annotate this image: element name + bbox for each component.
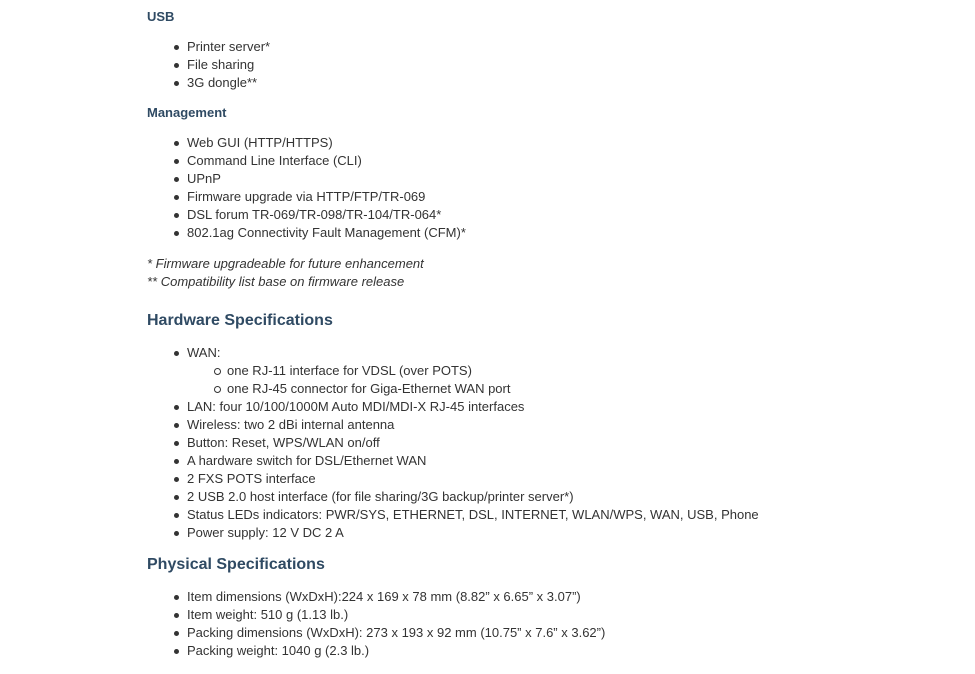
list-item: 3G dongle** bbox=[187, 74, 270, 92]
list-item: Packing dimensions (WxDxH): 273 x 193 x 92 mm (10.75” x 7.6” x 3.62”) bbox=[187, 624, 947, 642]
list-item: Item weight: 510 g (1.13 lb.) bbox=[187, 606, 947, 624]
usb-list bbox=[147, 38, 270, 92]
management-heading: Management bbox=[147, 105, 227, 120]
list-item-wan bbox=[187, 344, 947, 398]
list-item: Button: Reset, WPS/WLAN on/off bbox=[187, 434, 947, 452]
wan-label: WAN: bbox=[187, 345, 221, 360]
compatibility-note: ** Compatibility list base on firmware release bbox=[147, 274, 405, 289]
list-item: Power supply: 12 V DC 2 A bbox=[187, 524, 947, 542]
list-item: Item dimensions (WxDxH):224 x 169 x 78 mm (8.82” x 6.65” x 3.07”) bbox=[187, 588, 947, 606]
list-item: Wireless: two 2 dBi internal antenna bbox=[187, 416, 947, 434]
physical-list bbox=[147, 588, 947, 660]
list-item: Firmware upgrade via HTTP/FTP/TR-069 bbox=[187, 188, 466, 206]
sub-list-item: one RJ-45 connector for Giga-Ethernet WAN port bbox=[227, 380, 947, 398]
physical-heading: Physical Specifications bbox=[147, 556, 325, 573]
list-item: A hardware switch for DSL/Ethernet WAN bbox=[187, 452, 947, 470]
list-item: UPnP bbox=[187, 170, 466, 188]
firmware-note: * Firmware upgradeable for future enhancement bbox=[147, 256, 424, 271]
hardware-list bbox=[147, 344, 947, 542]
list-item: File sharing bbox=[187, 56, 270, 74]
list-item: 2 FXS POTS interface bbox=[187, 470, 947, 488]
list-item: LAN: four 10/100/1000M Auto MDI/MDI-X RJ-45 interfaces bbox=[187, 398, 947, 416]
list-item: DSL forum TR-069/TR-098/TR-104/TR-064* bbox=[187, 206, 466, 224]
hardware-heading: Hardware Specifications bbox=[147, 312, 333, 329]
list-item: Status LEDs indicators: PWR/SYS, ETHERNET, DSL, INTERNET, WLAN/WPS, WAN, USB, Phone bbox=[187, 506, 947, 524]
list-item: 802.1ag Connectivity Fault Management (CFM)* bbox=[187, 225, 466, 240]
list-item: Printer server* bbox=[187, 39, 271, 54]
list-item: Packing weight: 1040 g (2.3 lb.) bbox=[187, 642, 947, 660]
usb-heading: USB bbox=[147, 9, 175, 24]
list-item: Web GUI (HTTP/HTTPS) bbox=[187, 134, 466, 152]
sub-list-item: one RJ-11 interface for VDSL (over POTS) bbox=[227, 362, 947, 380]
wan-sublist bbox=[187, 362, 947, 398]
management-list bbox=[147, 134, 466, 242]
list-item: 2 USB 2.0 host interface (for file sharing/3G backup/printer server*) bbox=[187, 488, 947, 506]
list-item: Command Line Interface (CLI) bbox=[187, 152, 466, 170]
